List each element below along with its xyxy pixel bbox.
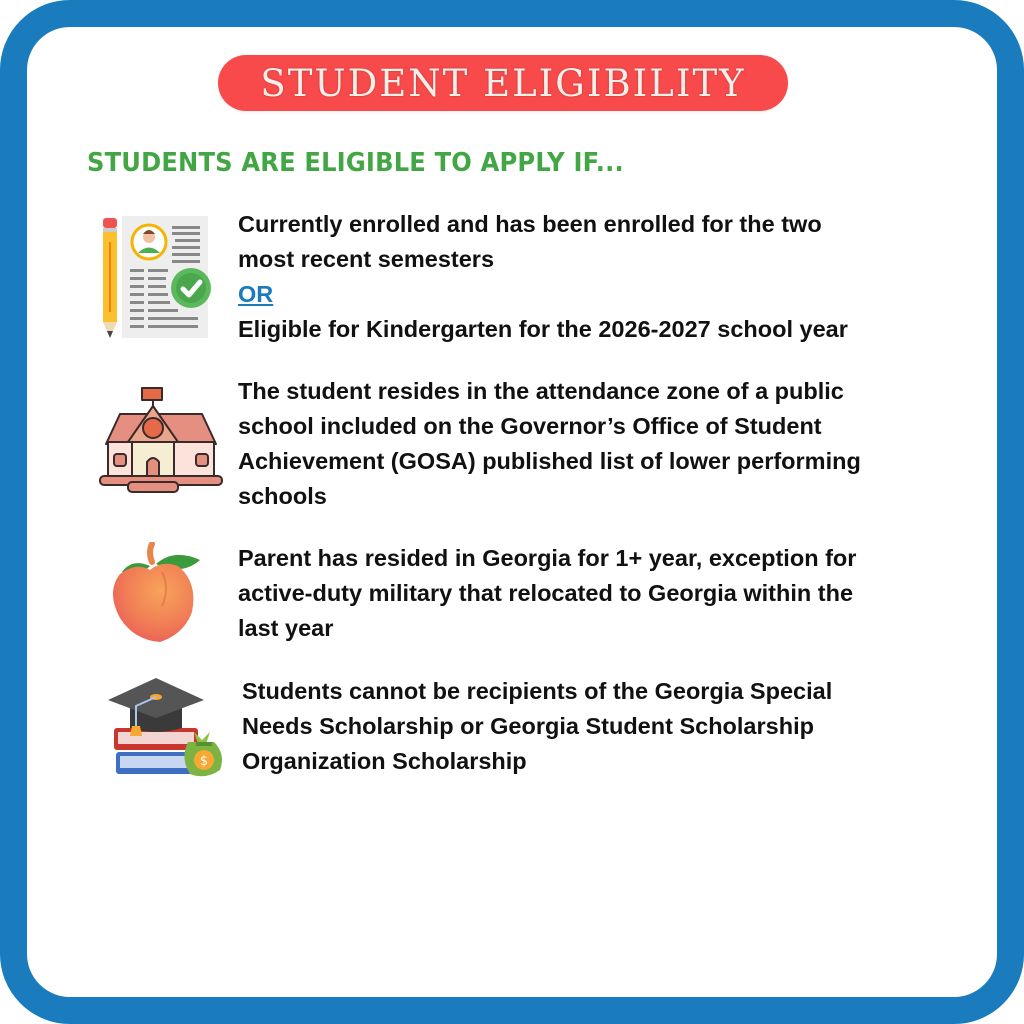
title-banner (218, 55, 788, 111)
text-line: Eligible for Kindergarten for the 2026-2027 school year (238, 316, 848, 342)
text-line: school included on the Governor’s Office of Student (238, 413, 822, 439)
text-line: schools (238, 483, 327, 509)
or-link[interactable]: OR (238, 281, 274, 307)
page-title: STUDENT ELIGIBILITY (260, 61, 746, 105)
eligibility-text-attendance-zone (238, 374, 958, 514)
eligibility-text-scholarship-exclusion (242, 674, 962, 779)
resume-check-icon (100, 212, 212, 340)
peach-icon (102, 542, 204, 644)
text-line: Currently enrolled and has been enrolled for the two (238, 211, 822, 237)
eligibility-subheading: STUDENTS ARE ELIGIBLE TO APPLY IF... (87, 148, 624, 178)
text-line: last year (238, 615, 334, 641)
text-line: Organization Scholarship (242, 748, 527, 774)
text-line: Parent has resided in Georgia for 1+ year, exception for (238, 545, 857, 571)
eligibility-text-residency (238, 541, 958, 646)
text-line: Achievement (GOSA) published list of lower performing (238, 448, 861, 474)
eligibility-text-enrollment (238, 207, 958, 347)
graduation-books-money-icon (106, 670, 226, 780)
text-line: The student resides in the attendance zone of a public (238, 378, 844, 404)
svg-text:$: $ (199, 754, 209, 769)
text-line: active-duty military that relocated to Georgia within the (238, 580, 854, 606)
school-building-icon (96, 384, 226, 494)
text-line: most recent semesters (238, 246, 495, 272)
text-line: Students cannot be recipients of the Georgia Special (242, 678, 833, 704)
text-line: Needs Scholarship or Georgia Student Scholarship (242, 713, 814, 739)
